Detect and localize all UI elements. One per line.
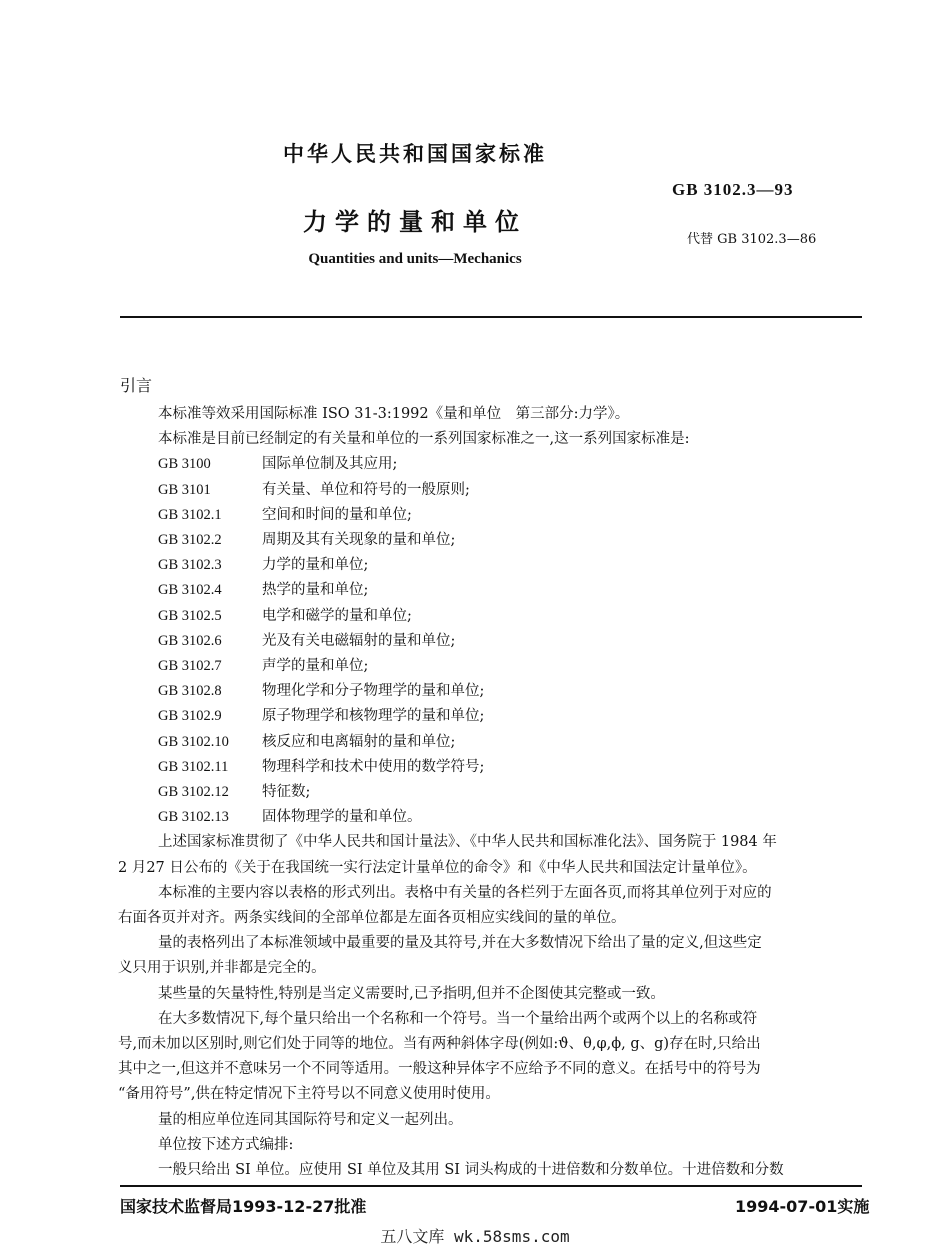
standard-title: 空间和时间的量和单位; [262, 506, 412, 523]
list-item [118, 780, 862, 805]
standard-code: GB 3102.4 [158, 582, 222, 599]
paragraph-line: 上述国家标准贯彻了《中华人民共和国计量法》、《中华人民共和国标准化法》、国务院于 1984 年 [158, 834, 777, 851]
list-item [118, 679, 862, 704]
approval-date: 国家技术监督局1993-12-27批准 [120, 1197, 367, 1216]
standard-code: GB 3102.5 [158, 607, 222, 624]
section-heading: 引言 [120, 376, 153, 395]
paragraph: 一般只给出 SI 单位。应使用 SI 单位及其用 SI 词头构成的十进倍数和分数单位。十进倍数和分数 [158, 1162, 784, 1179]
paragraph-line: 义只用于识别,并非都是完全的。 [118, 960, 326, 977]
effective-date: 1994-07-01实施 [735, 1197, 870, 1216]
standard-title: 特征数; [262, 784, 311, 801]
standard-title: 物理化学和分子物理学的量和单位; [262, 683, 485, 700]
paragraph: 本标准等效采用国际标准 ISO 31-3:1992《量和单位 第三部分:力学》。 [158, 406, 630, 422]
list-item [118, 553, 862, 578]
list-item [118, 503, 862, 528]
header-divider [120, 316, 862, 318]
paragraph: 某些量的矢量特性,特别是当定义需要时,已予指明,但并不企图使其完整或一致。 [158, 985, 665, 1002]
document-title: 力学的量和单位 [303, 208, 527, 236]
paragraph: 本标准是目前已经制定的有关量和单位的一系列国家标准之一,这一系列国家标准是: [158, 431, 690, 448]
standard-code: GB 3102.11 [158, 758, 229, 775]
standard-title: 电学和磁学的量和单位; [262, 607, 412, 624]
standard-code: GB 3102.9 [158, 708, 222, 725]
list-item [118, 704, 862, 729]
paragraph-line: 2 月27 日公布的《关于在我国统一实行法定计量单位的命令》和《中华人民共和国法定计量单位》。 [118, 859, 757, 876]
standard-title: 力学的量和单位; [262, 557, 369, 574]
paragraph-line: 号,而未加以区别时,则它们处于同等的地位。当有两种斜体字母(例如:ϑ、θ,φ,ϕ, g、g)存在时,只给出 [118, 1036, 761, 1053]
paragraph-line: 本标准的主要内容以表格的形式列出。表格中有关量的各栏列于左面各页,而将其单位列于对应的 [158, 884, 772, 901]
standard-title: 周期及其有关现象的量和单位; [262, 532, 456, 549]
site-watermark: 五八文库 wk.58sms.com [380, 1227, 570, 1246]
standard-code: GB 3102.3 [158, 557, 222, 574]
standard-number: GB 3102.3—93 [672, 180, 794, 199]
paragraph-line: 其中之一,但这并不意味另一个不同等适用。一般这种异体字不应给予不同的意义。在括号中的符号为 [118, 1061, 761, 1078]
standard-code: GB 3101 [158, 481, 211, 498]
paragraph: 单位按下述方式编排: [158, 1136, 294, 1153]
standard-code: GB 3102.10 [158, 733, 229, 750]
list-item [118, 805, 862, 830]
standard-title: 有关量、单位和符号的一般原则; [262, 481, 470, 498]
paragraph-line: 量的表格列出了本标准领域中最重要的量及其符号,并在大多数情况下给出了量的定义,但这些定 [158, 935, 762, 952]
standard-title: 固体物理学的量和单位。 [262, 809, 422, 826]
document-body [118, 402, 862, 1183]
paragraph-line: “备用符号”,供在特定情况下主符号以不同意义使用时使用。 [118, 1086, 500, 1103]
list-item [118, 528, 862, 553]
standard-title: 物理科学和技术中使用的数学符号; [262, 758, 485, 775]
document-title-english: Quantities and units—Mechanics [308, 251, 522, 267]
standard-code: GB 3102.7 [158, 658, 222, 675]
standard-title: 光及有关电磁辐射的量和单位; [262, 632, 456, 649]
standard-title: 核反应和电离辐射的量和单位; [262, 733, 456, 750]
list-item [118, 730, 862, 755]
paragraph: 量的相应单位连同其国际符号和定义一起列出。 [158, 1111, 463, 1128]
standard-title: 原子物理学和核物理学的量和单位; [262, 708, 485, 725]
standard-code: GB 3102.12 [158, 784, 229, 801]
standard-code: GB 3102.8 [158, 683, 222, 700]
standard-code: GB 3102.2 [158, 532, 222, 549]
replaces-note: 代替 GB 3102.3—86 [687, 232, 817, 247]
standard-title: 国际单位制及其应用; [262, 456, 398, 473]
standard-code: GB 3102.6 [158, 632, 222, 649]
footer-divider [120, 1185, 862, 1187]
national-standard-heading: 中华人民共和国国家标准 [283, 142, 547, 166]
list-item [118, 654, 862, 679]
list-item [118, 452, 862, 477]
standard-code: GB 3102.13 [158, 809, 229, 826]
list-item [118, 578, 862, 603]
paragraph-line: 在大多数情况下,每个量只给出一个名称和一个符号。当一个量给出两个或两个以上的名称或符 [158, 1010, 758, 1027]
list-item [118, 629, 862, 654]
list-item [118, 478, 862, 503]
standard-code: GB 3102.1 [158, 506, 222, 523]
standard-code: GB 3100 [158, 456, 211, 473]
paragraph-line: 右面各页并对齐。两条实线间的全部单位都是左面各页相应实线间的量的单位。 [118, 910, 626, 927]
list-item [118, 604, 862, 629]
standard-title: 声学的量和单位; [262, 658, 369, 675]
list-item [118, 755, 862, 780]
standard-title: 热学的量和单位; [262, 582, 369, 599]
